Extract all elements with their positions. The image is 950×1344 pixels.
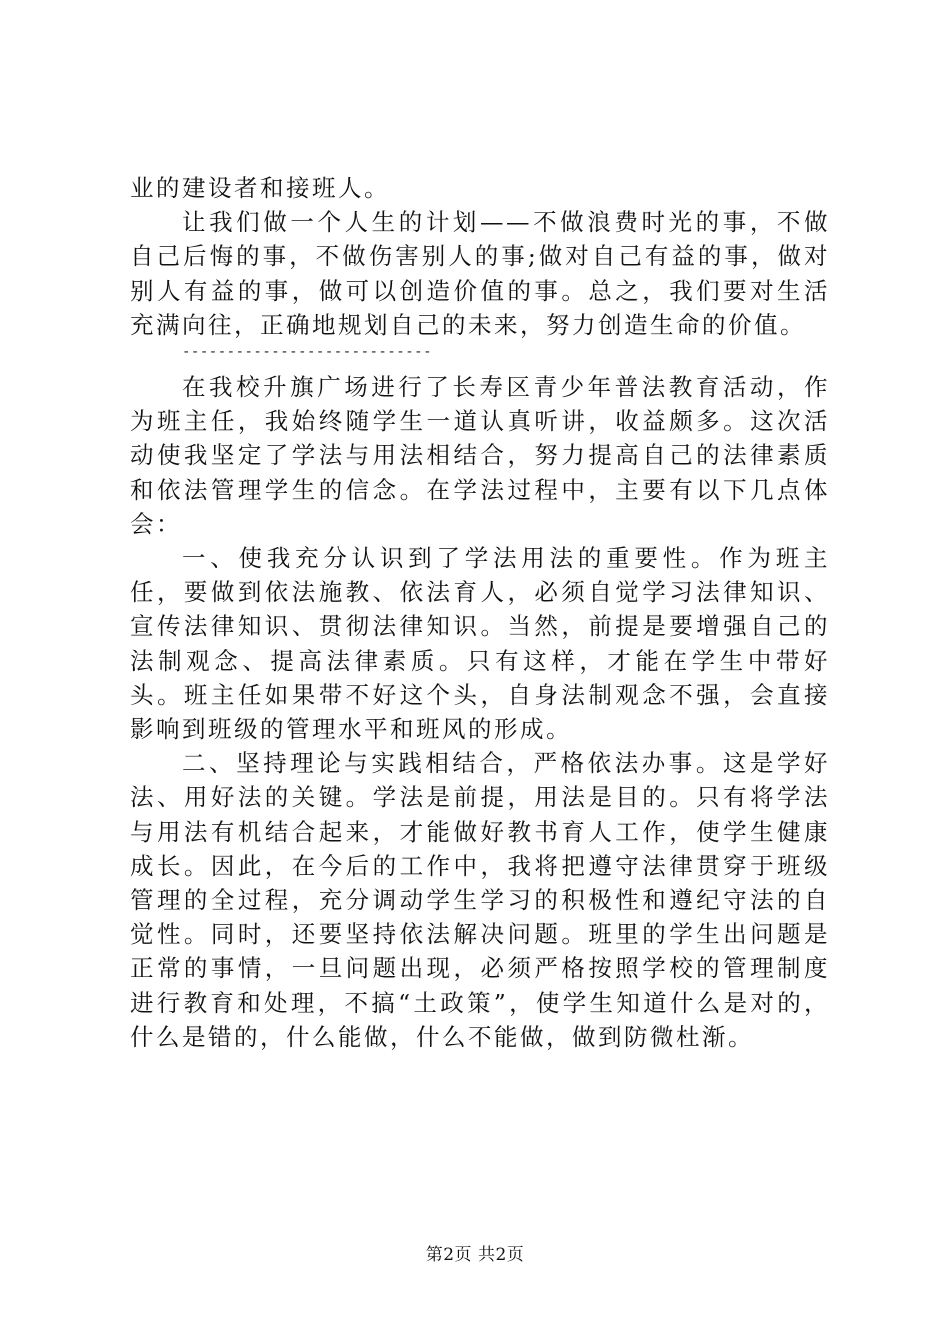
paragraph-intro: 在我校升旗广场进行了长寿区青少年普法教育活动，作为班主任，我始终随学生一道认真听讲，收益颇多。这次活动使我坚定了学法与用法相结合，努力提高自己的法律素质和依法管理学生的信念。在学法过程中，主要有以下几点体会： bbox=[130, 373, 830, 538]
paragraph-point-one: 一、使我充分认识到了学法用法的重要性。作为班主任，要做到依法施教、依法育人，必须自觉学习法律知识、宣传法律知识、贯彻法律知识。当然，前提是要增强自己的法制观念、提高法律素质。只有这样，才能在学生中带好头。班主任如果带不好这个头，自身法制观念不强，会直接影响到班级的管理水平和班风的形成。 bbox=[130, 544, 830, 744]
page-footer: 第2页 共2页 bbox=[425, 1245, 525, 1265]
paragraph-continuation: 业的建设者和接班人。 bbox=[130, 174, 390, 202]
document-body bbox=[130, 171, 830, 1054]
section-separator: ---------------------------- bbox=[182, 344, 433, 361]
paragraph-point-two: 二、坚持理论与实践相结合，严格依法办事。这是学好法、用好法的关键。学法是前提，用法是目的。只有将学法与用法有机结合起来，才能做好教书育人工作，使学生健康成长。因此，在今后的工作中，我将把遵守法律贯穿于班级管理的全过程，充分调动学生学习的积极性和遵纪守法的自觉性。同时，还要坚持依法解决问题。班里的学生出问题是正常的事情，一旦问题出现，必须严格按照学校的管理制度进行教育和处理，不搞“土政策”，使学生知道什么是对的，什么是错的，什么能做，什么不能做，做到防微杜渐。 bbox=[130, 749, 830, 1051]
paragraph-life-plan: 让我们做一个人生的计划——不做浪费时光的事，不做自己后悔的事，不做伤害别人的事;做对自己有益的事，做对别人有益的事，做可以创造价值的事。总之，我们要对生活充满向往，正确地规划自己的未来，努力创造生命的价值。 bbox=[130, 208, 830, 339]
